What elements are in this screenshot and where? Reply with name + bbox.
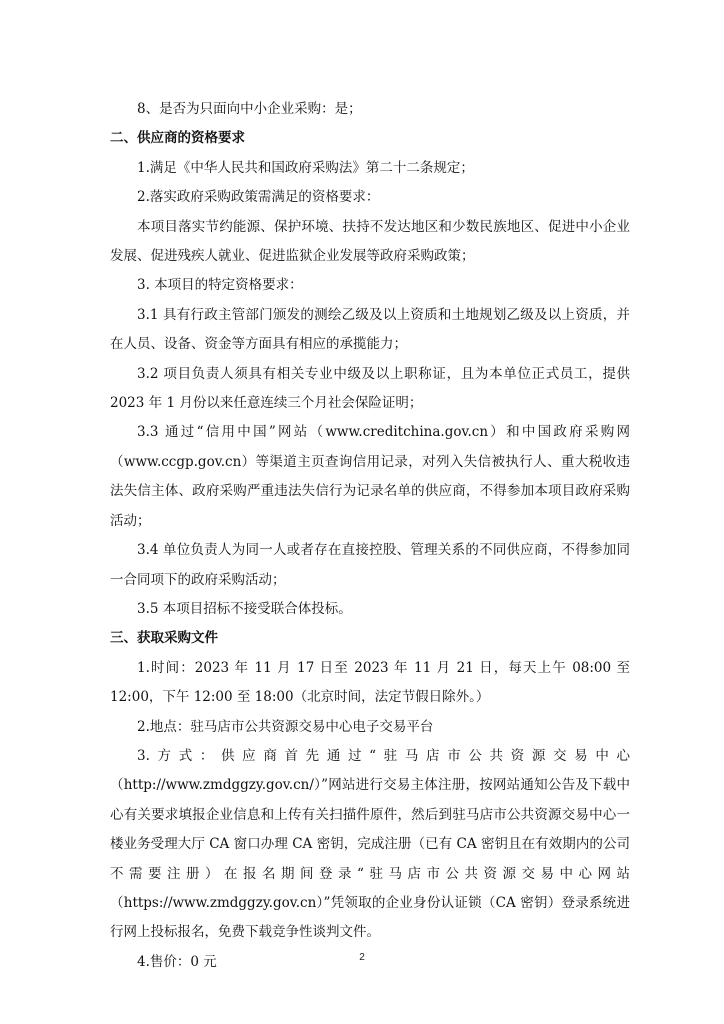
obtain-method: 3.方式：供应商首先通过“驻马店市公共资源交易中心（http://www.zmdggzy.gov.cn/）”网站进行交易主体注册，按网站通知公告及下载中心有关要求填报企业信息和上传有关扫描件原件，然后到驻马店市公共资源交易中心一楼业务受理大厅 CA 窗口办理 CA 密钥，完成注册（已有 CA 密钥且在有效期内的公司不需要注册）在报名期间登录“驻马店市公共资源交易中心网站（https://www.zmdggzy.gov.cn）”凭领取的企业身份认证锁（CA 密钥）登录系统进行网上投标报名，免费下载竞争性谈判文件。 <box>110 747 630 941</box>
qualification-3-5: 3.5 本项目招标不接受联合体投标。 <box>137 600 352 617</box>
qualification-2: 2.落实政府采购政策需满足的资格要求： <box>137 189 380 206</box>
qualification-1: 1.满足《中华人民共和国政府采购法》第二十二条规定； <box>137 159 474 176</box>
qualification-3-4: 3.4 单位负责人为同一人或者存在直接控股、管理关系的不同供应商，不得参加同一合同项下的政府采购活动； <box>110 542 630 588</box>
qualification-3-1: 3.1 具有行政主管部门颁发的测绘乙级及以上资质和土地规划乙级及以上资质，并在人员、设备、资金等方面具有相应的承揽能力； <box>110 306 630 353</box>
qualification-3-3: 3.3 通过“信用中国”网站（www.creditchina.gov.cn）和中国政府采购网（www.ccgp.gov.cn）等渠道主页查询信用记录，对列入失信被执行人、重大税收违法失信主体、政府采购严重违法失信行为记录名单的供应商，不得参加本项目政府采购活动； <box>110 424 630 529</box>
obtain-price: 4.售价：0 元 <box>137 953 217 970</box>
policy-paragraph: 本项目落实节约能源、保护环境、扶持不发达地区和少数民族地区、促进中小企业发展、促进残疾人就业、促进监狱企业发展等政府采购政策； <box>110 218 630 265</box>
qualification-3: 3. 本项目的特定资格要求： <box>137 277 303 294</box>
item-8-sme-only: 8、是否为只面向中小企业采购：是； <box>137 101 362 117</box>
qualification-3-2: 3.2 项目负责人须具有相关专业中级及以上职称证，且为本单位正式员工，提供 2023 年 1 月份以来任意连续三个月社会保险证明； <box>110 365 630 412</box>
obtain-location: 2.地点：驻马店市公共资源交易中心电子交易平台 <box>137 718 434 735</box>
page-number: 2 <box>359 952 365 963</box>
document-body <box>110 95 630 977</box>
section-heading-supplier-qualifications: 二、供应商的资格要求 <box>110 130 245 147</box>
section-heading-obtain-documents: 三、获取采购文件 <box>110 630 218 647</box>
obtain-time: 1.时间：2023 年 11 月 17 日至 2023 年 11 月 21 日，每天上午 08:00 至 12:00，下午 12:00 至 18:00（北京时间，法定节假日除外。） <box>110 659 630 706</box>
